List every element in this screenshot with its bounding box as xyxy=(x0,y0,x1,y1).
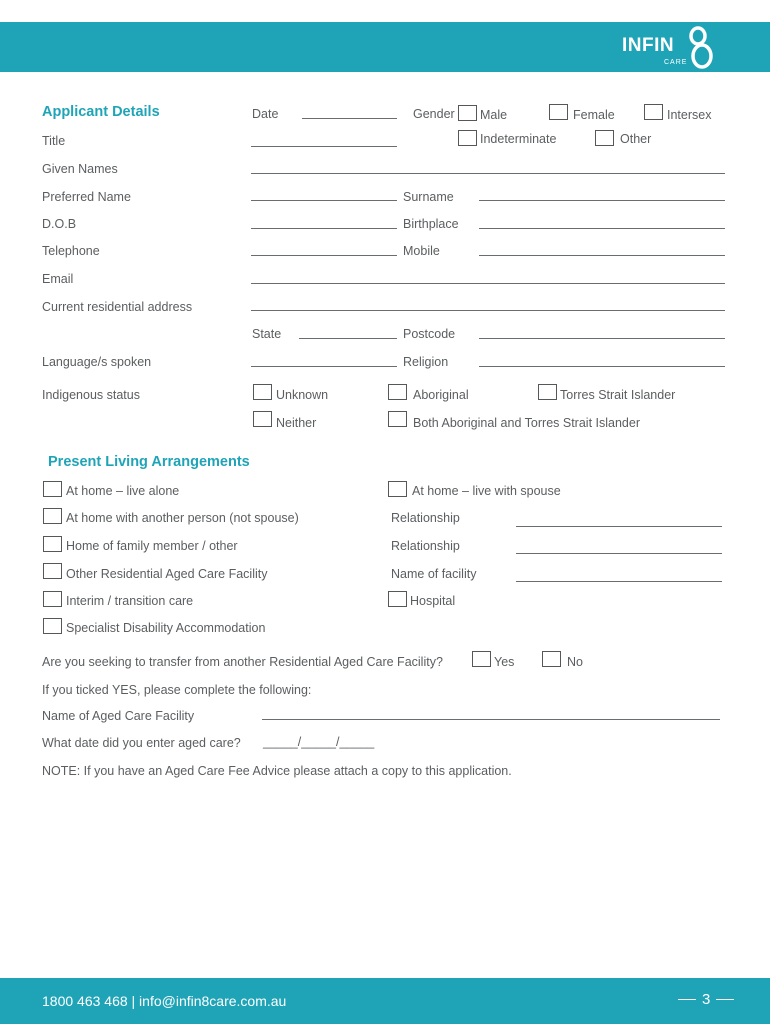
language-field[interactable] xyxy=(251,366,397,367)
transfer-no-checkbox[interactable] xyxy=(542,651,561,667)
relationship-label-1: Relationship xyxy=(391,511,460,525)
aged-care-name-field[interactable] xyxy=(262,719,720,720)
indigenous-both-label: Both Aboriginal and Torres Strait Islander xyxy=(413,416,640,430)
gender-other-label: Other xyxy=(620,132,652,146)
mobile-field[interactable] xyxy=(479,255,725,256)
address-label: Current residential address xyxy=(42,300,193,314)
birthplace-label: Birthplace xyxy=(403,217,459,231)
mobile-label: Mobile xyxy=(403,244,440,258)
birthplace-field[interactable] xyxy=(479,228,725,229)
page-number-value: 3 xyxy=(702,991,711,1008)
preferred-name-label: Preferred Name xyxy=(42,190,131,204)
transfer-question: Are you seeking to transfer from another Residential Aged Care Facility? xyxy=(42,655,443,669)
indigenous-torres-label: Torres Strait Islander xyxy=(560,388,676,402)
religion-field[interactable] xyxy=(479,366,725,367)
title-label: Title xyxy=(42,134,66,148)
gender-intersex-checkbox[interactable] xyxy=(644,104,663,120)
interim-checkbox[interactable] xyxy=(43,591,62,607)
sda-checkbox[interactable] xyxy=(43,618,62,634)
other-person-label: At home with another person (not spouse) xyxy=(66,511,299,525)
other-facility-label: Other Residential Aged Care Facility xyxy=(66,567,268,581)
aged-care-name-label: Name of Aged Care Facility xyxy=(42,709,195,723)
hospital-checkbox[interactable] xyxy=(388,591,407,607)
indigenous-label: Indigenous status xyxy=(42,388,140,402)
dob-label: D.O.B xyxy=(42,217,77,231)
live-spouse-checkbox[interactable] xyxy=(388,481,407,497)
title-field[interactable] xyxy=(251,146,397,147)
gender-indeterminate-checkbox[interactable] xyxy=(458,130,477,146)
relationship-label-2: Relationship xyxy=(391,539,460,553)
gender-intersex-label: Intersex xyxy=(667,108,712,122)
transfer-yes-label: Yes xyxy=(494,655,515,669)
enter-date-field[interactable]: _____/_____/_____ xyxy=(263,735,375,749)
preferred-name-field[interactable] xyxy=(251,200,397,201)
live-spouse-label: At home – live with spouse xyxy=(412,484,561,498)
facility-name-label: Name of facility xyxy=(391,567,477,581)
gender-female-label: Female xyxy=(573,108,615,122)
indigenous-neither-checkbox[interactable] xyxy=(253,411,272,427)
transfer-yes-checkbox[interactable] xyxy=(472,651,491,667)
religion-label: Religion xyxy=(403,355,449,369)
other-facility-checkbox[interactable] xyxy=(43,563,62,579)
facility-name-field[interactable] xyxy=(516,581,722,582)
date-label: Date xyxy=(252,107,279,121)
address-field[interactable] xyxy=(251,310,725,311)
relationship-field-1[interactable] xyxy=(516,526,722,527)
indigenous-aboriginal-checkbox[interactable] xyxy=(388,384,407,400)
infinity-eight-icon xyxy=(684,24,716,70)
other-person-checkbox[interactable] xyxy=(43,508,62,524)
live-alone-label: At home – live alone xyxy=(66,484,180,498)
family-member-checkbox[interactable] xyxy=(43,536,62,552)
gender-female-checkbox[interactable] xyxy=(549,104,568,120)
indigenous-unknown-checkbox[interactable] xyxy=(253,384,272,400)
postcode-label: Postcode xyxy=(403,327,456,341)
telephone-field[interactable] xyxy=(251,255,397,256)
given-names-label: Given Names xyxy=(42,162,118,176)
live-alone-checkbox[interactable] xyxy=(43,481,62,497)
indigenous-unknown-label: Unknown xyxy=(276,388,329,402)
relationship-field-2[interactable] xyxy=(516,553,722,554)
postcode-field[interactable] xyxy=(479,338,725,339)
gender-other-checkbox[interactable] xyxy=(595,130,614,146)
page-number xyxy=(678,991,734,1008)
gender-indeterminate-label: Indeterminate xyxy=(480,132,557,146)
if-yes-text: If you ticked YES, please complete the following: xyxy=(42,683,312,697)
surname-field[interactable] xyxy=(479,200,725,201)
brand-logo xyxy=(612,22,722,72)
sda-label: Specialist Disability Accommodation xyxy=(66,621,266,635)
indigenous-aboriginal-label: Aboriginal xyxy=(413,388,469,402)
email-label: Email xyxy=(42,272,74,286)
family-member-label: Home of family member / other xyxy=(66,539,238,553)
dob-field[interactable] xyxy=(251,228,397,229)
living-section-title: Present Living Arrangements xyxy=(48,454,250,470)
gender-male-checkbox[interactable] xyxy=(458,105,477,121)
email-field[interactable] xyxy=(251,283,725,284)
state-label: State xyxy=(252,327,282,341)
logo-subtext: CARE xyxy=(664,59,688,66)
surname-label: Surname xyxy=(403,190,454,204)
indigenous-neither-label: Neither xyxy=(276,416,317,430)
indigenous-torres-checkbox[interactable] xyxy=(538,384,557,400)
note-text: NOTE: If you have an Aged Care Fee Advice please attach a copy to this application. xyxy=(42,764,512,778)
language-label: Language/s spoken xyxy=(42,355,152,369)
transfer-no-label: No xyxy=(567,655,583,669)
logo-text: INFIN xyxy=(622,35,675,56)
page-number-dash-left xyxy=(678,999,696,1000)
hospital-label: Hospital xyxy=(410,594,456,608)
telephone-label: Telephone xyxy=(42,244,100,258)
interim-label: Interim / transition care xyxy=(66,594,194,608)
enter-date-label: What date did you enter aged care? xyxy=(42,736,241,750)
gender-male-label: Male xyxy=(480,108,508,122)
indigenous-both-checkbox[interactable] xyxy=(388,411,407,427)
date-field[interactable] xyxy=(302,118,397,119)
given-names-field[interactable] xyxy=(251,173,725,174)
gender-label: Gender xyxy=(413,107,455,121)
page-number-dash-right xyxy=(716,999,734,1000)
state-field[interactable] xyxy=(299,338,397,339)
applicant-section-title: Applicant Details xyxy=(42,104,160,120)
footer-contact: 1800 463 468 | info@infin8care.com.au xyxy=(42,993,287,1009)
